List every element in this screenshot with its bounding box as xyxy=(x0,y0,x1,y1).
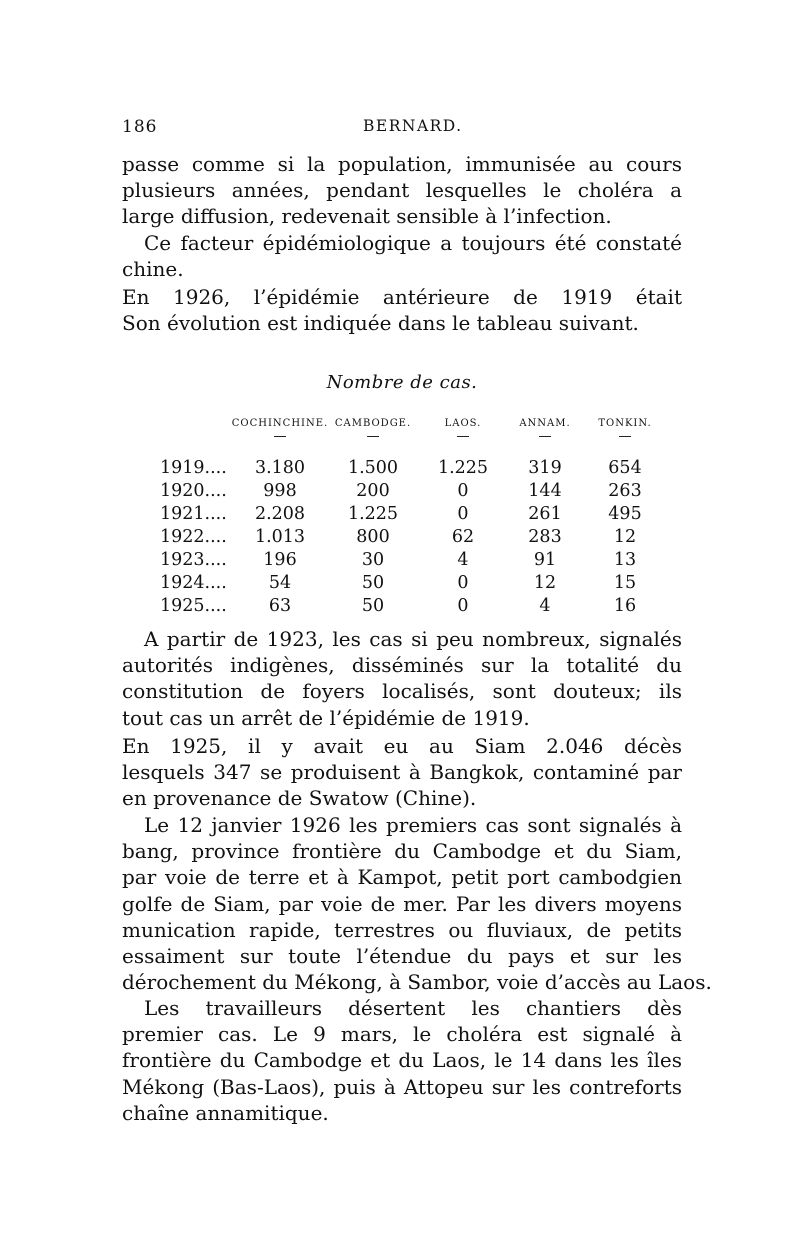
table-cell: 144 xyxy=(528,481,562,501)
text-line: autorités indigènes, disséminés sur la totalité du xyxy=(122,653,682,678)
table-row xyxy=(160,504,660,527)
table-cell: 4 xyxy=(539,596,551,616)
header-dash xyxy=(619,436,631,437)
paragraph-6 xyxy=(122,812,712,995)
text-line: Les travailleurs désertent les chantiers dès xyxy=(144,996,682,1020)
header-dash xyxy=(274,436,286,437)
text-line: dérochement du Mékong, à Sambor, voie d’accès au Laos. xyxy=(122,970,712,995)
table-cell: 654 xyxy=(608,458,642,478)
table-cell: 0 xyxy=(457,573,469,593)
text-line: passe comme si la population, immunisée au cours xyxy=(122,152,682,176)
paragraph-1 xyxy=(122,151,682,230)
text-line: chine. xyxy=(122,257,184,282)
text-line: premier cas. Le 9 mars, le choléra est signalé à xyxy=(122,1022,682,1047)
text-line: En 1926, l’épidémie antérieure de 1919 était xyxy=(122,285,682,309)
table-cell: 0 xyxy=(457,504,469,524)
table-cell: 50 xyxy=(361,596,385,616)
table-row xyxy=(160,527,660,550)
table-cell: 319 xyxy=(528,458,562,478)
row-year: 1921.... xyxy=(160,504,227,524)
table-cell: 15 xyxy=(613,573,637,593)
table-cell: 13 xyxy=(613,550,637,570)
paragraph-7 xyxy=(122,995,682,1126)
text-line: frontière du Cambodge et du Laos, le 14 dans les îles xyxy=(122,1048,682,1073)
column-header-annam: ANNAM. xyxy=(519,418,571,429)
text-line: lesquels 347 se produisent à Bangkok, contaminé par xyxy=(122,760,682,785)
table-cell: 196 xyxy=(263,550,297,570)
table-body xyxy=(160,458,660,619)
text-line: en provenance de Swatow (Chine). xyxy=(122,786,477,811)
table-header xyxy=(160,418,660,458)
table-cell: 50 xyxy=(361,573,385,593)
table-cell: 62 xyxy=(451,527,475,547)
header-dash xyxy=(457,436,469,437)
table-cell: 16 xyxy=(613,596,637,616)
table-cell: 1.500 xyxy=(347,458,399,478)
paragraph-2 xyxy=(122,230,682,282)
text-line: Ce facteur épidémiologique a toujours été constaté xyxy=(144,231,682,255)
table-caption: Nombre de cas. xyxy=(326,372,478,393)
table-cell: 91 xyxy=(533,550,557,570)
table-cell: 4 xyxy=(457,550,469,570)
row-year: 1922.... xyxy=(160,527,227,547)
table-cell: 0 xyxy=(457,596,469,616)
paragraph-3 xyxy=(122,284,682,336)
text-line: Le 12 janvier 1926 les premiers cas sont signalés à xyxy=(144,813,682,837)
text-line: essaiment sur toute l’étendue du pays et sur les xyxy=(122,943,682,968)
table-cell: 30 xyxy=(361,550,385,570)
running-title: BERNARD. xyxy=(363,117,463,135)
text-line: bang, province frontière du Cambodge et du Siam, xyxy=(122,839,682,864)
column-header-tonkin: TONKIN. xyxy=(598,418,652,429)
paragraph-4 xyxy=(122,626,682,731)
table-row xyxy=(160,573,660,596)
table-cell: 200 xyxy=(356,481,390,501)
row-year: 1923.... xyxy=(160,550,227,570)
text-line: Son évolution est indiquée dans le tableau suivant. xyxy=(122,311,639,336)
paragraph-5 xyxy=(122,733,682,812)
column-header-laos: LAOS. xyxy=(444,418,482,429)
text-line: plusieurs années, pendant lesquelles le choléra a xyxy=(122,178,682,203)
header-dash xyxy=(539,436,551,437)
table-cell: 54 xyxy=(268,573,292,593)
text-line: chaîne annamitique. xyxy=(122,1100,329,1125)
table-row xyxy=(160,458,660,481)
table-cell: 263 xyxy=(608,481,642,501)
table-row xyxy=(160,481,660,504)
table-cell: 12 xyxy=(533,573,557,593)
row-year: 1925.... xyxy=(160,596,227,616)
text-line: Mékong (Bas-Laos), puis à Attopeu sur les contreforts xyxy=(122,1074,682,1099)
table-row xyxy=(160,550,660,573)
table-cell: 998 xyxy=(263,481,297,501)
table-cell: 2.208 xyxy=(254,504,306,524)
column-header-cochinchine: COCHINCHINE. xyxy=(231,418,329,429)
text-line: large diffusion, redevenait sensible à l’infection. xyxy=(122,204,612,229)
table-cell: 0 xyxy=(457,481,469,501)
table-cell: 283 xyxy=(528,527,562,547)
text-line: munication rapide, terrestres ou fluviaux, de petits xyxy=(122,917,682,942)
row-year: 1920.... xyxy=(160,481,227,501)
table-cell: 3.180 xyxy=(254,458,306,478)
table-cell: 63 xyxy=(268,596,292,616)
column-header-cambodge: CAMBODGE. xyxy=(334,418,412,429)
table-cell: 12 xyxy=(613,527,637,547)
table-cell: 800 xyxy=(356,527,390,547)
header-dash xyxy=(367,436,379,437)
row-year: 1924.... xyxy=(160,573,227,593)
table-cell: 1.013 xyxy=(254,527,306,547)
text-line: par voie de terre et à Kampot, petit port cambodgien xyxy=(122,865,682,890)
table-row xyxy=(160,596,660,619)
text-line: En 1925, il y avait eu au Siam 2.046 décès xyxy=(122,734,682,758)
table-cell: 495 xyxy=(608,504,642,524)
text-line: A partir de 1923, les cas si peu nombreux, signalés xyxy=(144,627,682,651)
table-cell: 1.225 xyxy=(437,458,489,478)
cases-table xyxy=(160,418,660,619)
running-header xyxy=(122,117,682,141)
text-line: constitution de foyers localisés, sont douteux; ils xyxy=(122,679,682,704)
table-cell: 1.225 xyxy=(347,504,399,524)
row-year: 1919.... xyxy=(160,458,227,478)
table-cell: 261 xyxy=(528,504,562,524)
page-number: 186 xyxy=(122,117,158,137)
text-line: tout cas un arrêt de l’épidémie de 1919. xyxy=(122,705,530,730)
text-line: golfe de Siam, par voie de mer. Par les divers moyens xyxy=(122,891,682,916)
